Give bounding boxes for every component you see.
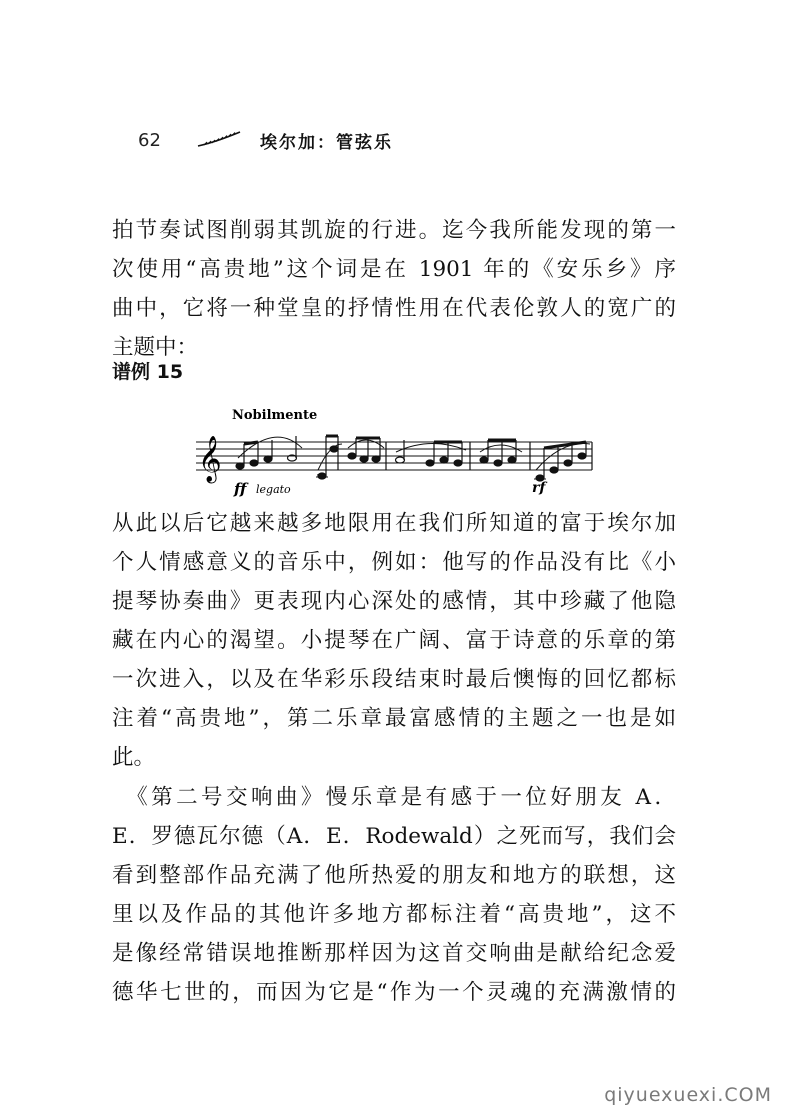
watermark-text: qiyuexuexi.COM (604, 1084, 772, 1106)
site-watermark (604, 1084, 772, 1106)
text-line: 次使用“高贵地”这个词是在 1901 年的《安乐乡》序 (112, 257, 676, 282)
text-line: 提琴协奏曲》更表现内心深处的感情，其中珍藏了他隐 (112, 589, 676, 614)
music-score-excerpt (190, 400, 600, 500)
text-line: 曲中，它将一种堂皇的抒情性用在代表伦敦人的宽广的 (112, 296, 676, 321)
paragraph-3 (112, 778, 676, 1012)
text-line: 拍节奏试图削弱其凯旋的行进。迄今我所能发现的第一 (112, 218, 676, 243)
note-group (480, 440, 522, 466)
tempo-marking: Nobilmente (232, 408, 318, 423)
text-line: 个人情感意义的音乐中，例如：他写的作品没有比《小 (112, 550, 676, 575)
text-line: 《第二号交响曲》慢乐章是有感于一位好朋友 A． (112, 785, 676, 810)
dynamic-ff: ff (234, 480, 247, 498)
text-line: 从此以后它越来越多地限用在我们所知道的富于埃尔加 (112, 511, 676, 536)
text-line: 注着“高贵地”，第二乐章最富感情的主题之一也是如 (112, 706, 676, 731)
text-line: 看到整部作品充满了他所热爱的朋友和地方的联想，这 (112, 863, 676, 888)
quill-ornament-icon (196, 128, 242, 150)
text-line: 一次进入，以及在华彩乐段结束时最后懊悔的回忆都标 (112, 667, 676, 692)
page-number: 62 (138, 130, 161, 151)
text-line: 主题中： (112, 335, 199, 360)
paragraph-2 (112, 504, 676, 777)
dynamic-rf: rf (532, 480, 546, 496)
text-line: 此。 (112, 745, 156, 770)
text-line: 藏在内心的渴望。小提琴在广阔、富于诗意的乐章的第 (112, 628, 676, 653)
note-group (396, 440, 467, 466)
running-title: 埃尔加：管弦乐 (260, 133, 393, 153)
text-line: 里以及作品的其他许多地方都标注着“高贵地”，这不 (112, 902, 676, 927)
text-line: E．罗德瓦尔德（A．E．Rodewald）之死而写，我们会 (112, 824, 676, 849)
note-group (534, 442, 590, 481)
paragraph-1 (112, 211, 676, 367)
treble-clef-icon: 𝄞 (198, 436, 222, 482)
running-header (138, 128, 538, 158)
text-line: 德华七世的，而因为它是“作为一个灵魂的充满激情的 (112, 980, 676, 1005)
text-line: 是像经常错误地推断那样因为这首交响曲是献给纪念爱 (112, 941, 676, 966)
note-group (236, 436, 302, 469)
music-example-label: 谱例 15 (112, 361, 184, 383)
articulation-legato: legato (256, 483, 291, 496)
